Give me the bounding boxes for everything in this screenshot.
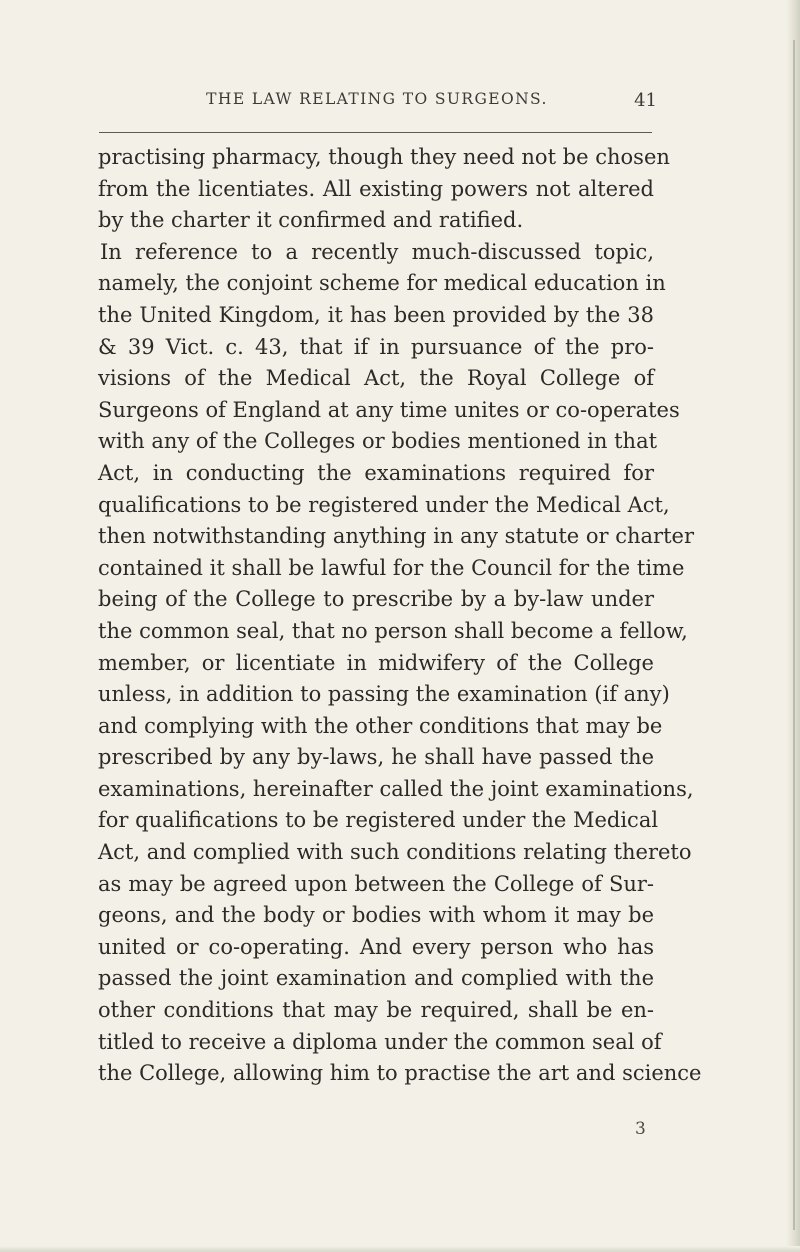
text-line: unless, in addition to passing the examination (if any) <box>98 682 670 707</box>
text-line: by the charter it confirmed and ratified. <box>98 208 524 233</box>
text-line: being of the College to prescribe by a by-law under <box>98 587 654 612</box>
text-line: contained it shall be lawful for the Council for the time <box>98 555 685 580</box>
text-line: and complying with the other conditions that may be <box>98 713 663 738</box>
text-line: namely, the conjoint scheme for medical education in <box>98 271 666 296</box>
text-line: & 39 Vict. c. 43, that if in pursuance of the pro- <box>98 334 654 359</box>
text-line: other conditions that may be required, shall be en- <box>98 998 654 1023</box>
text-line: then notwithstanding anything in any statute or charter <box>98 524 694 549</box>
text-line: the United Kingdom, it has been provided by the 38 <box>98 302 654 327</box>
text-line: titled to receive a diploma under the common seal of <box>98 1029 662 1054</box>
text-line: from the licentiates. All existing powers not altered <box>98 176 654 201</box>
page-bottom-edge <box>0 1246 800 1252</box>
text-line: member, or licentiate in midwifery of the College <box>98 650 654 675</box>
header-rule <box>99 132 652 133</box>
page-edge <box>786 0 800 1252</box>
text-line: Surgeons of England at any time unites or co-operates <box>98 397 680 422</box>
body-text <box>98 142 702 1090</box>
text-line: Act, and complied with such conditions relating thereto <box>98 840 692 865</box>
running-title: THE LAW RELATING TO SURGEONS. <box>206 90 548 108</box>
text-line: examinations, hereinafter called the joint examinations, <box>98 776 694 801</box>
text-line: Act, in conducting the examinations required for <box>98 460 654 485</box>
text-line: for qualifications to be registered under the Medical <box>98 808 659 833</box>
text-line: In reference to a recently much-discussed topic, <box>100 239 654 264</box>
text-line: prescribed by any by-laws, he shall have passed the <box>98 745 654 770</box>
signature-mark: 3 <box>635 1119 646 1139</box>
page-number: 41 <box>634 90 657 111</box>
text-line: united or co-operating. And every person who has <box>98 934 654 959</box>
running-head <box>97 90 657 112</box>
text-line: geons, and the body or bodies with whom it may be <box>98 903 654 928</box>
text-line: as may be agreed upon between the College of Sur- <box>98 871 654 896</box>
text-line: practising pharmacy, though they need not be chosen <box>98 145 670 169</box>
text-line: the College, allowing him to practise the art and science <box>98 1061 702 1086</box>
text-line: qualifications to be registered under the Medical Act, <box>98 492 670 517</box>
text-line: the common seal, that no person shall become a fellow, <box>98 618 688 643</box>
page-edge-line <box>793 40 795 1230</box>
text-line: visions of the Medical Act, the Royal College of <box>98 366 654 391</box>
text-line: passed the joint examination and complied with the <box>98 966 654 991</box>
text-line: with any of the Colleges or bodies mentioned in that <box>98 429 658 454</box>
